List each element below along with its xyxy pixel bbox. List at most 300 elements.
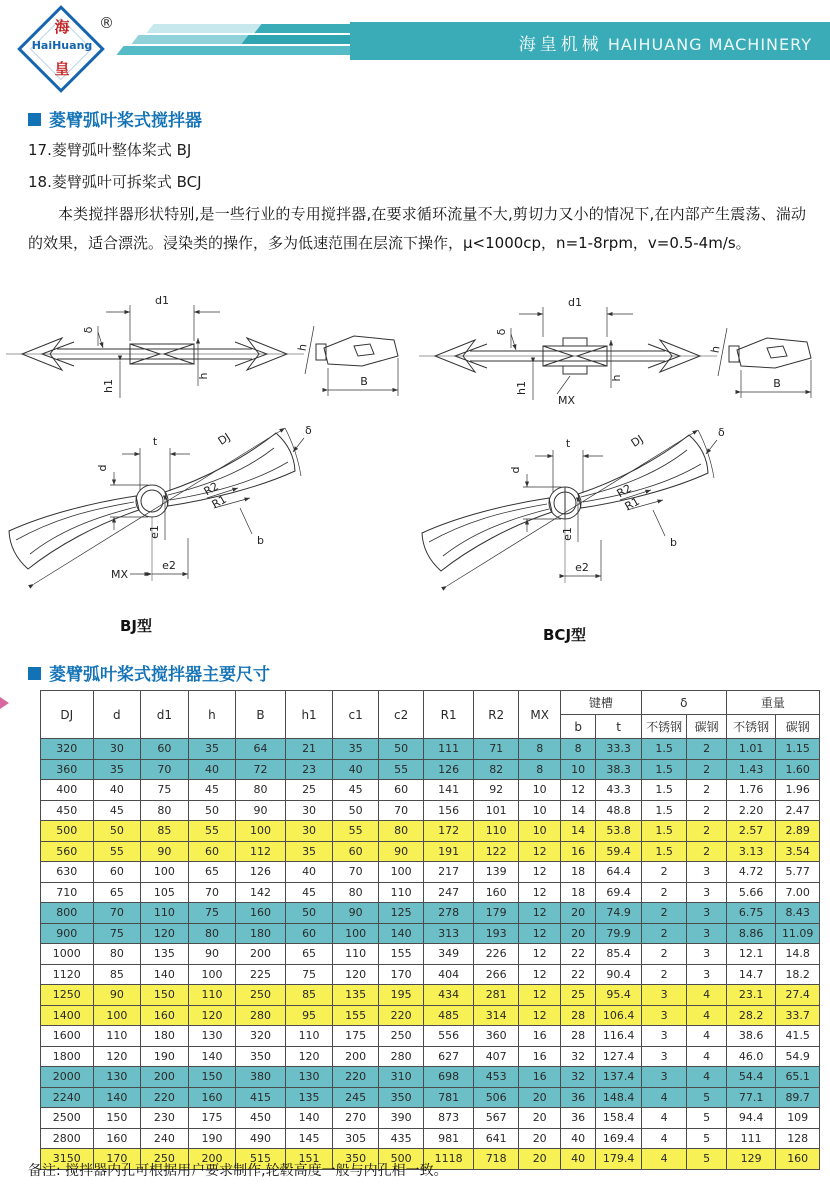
- table-cell: 630: [41, 862, 94, 883]
- margin-arrow-icon: [0, 697, 9, 709]
- table-cell: 220: [378, 1005, 424, 1026]
- table-cell: 50: [285, 903, 333, 924]
- table-cell: 160: [776, 1149, 820, 1170]
- table-cell: 16: [519, 1046, 560, 1067]
- table-cell: 1000: [41, 944, 94, 965]
- dim-label-d1: d1: [155, 294, 169, 307]
- table-cell: 140: [378, 923, 424, 944]
- table-cell: 200: [333, 1046, 379, 1067]
- table-cell: 11.09: [776, 923, 820, 944]
- table-cell: 43.3: [596, 780, 642, 801]
- col-header-delta-stainless: 不锈钢: [641, 715, 687, 739]
- table-cell: 4.72: [726, 862, 776, 883]
- table-cell: 45: [188, 780, 236, 801]
- table-cell: 36: [560, 1087, 595, 1108]
- table-cell: 506: [473, 1087, 519, 1108]
- table-row: [41, 739, 820, 760]
- table-row: [41, 780, 820, 801]
- title-square-icon: [28, 113, 41, 126]
- table-cell: 90: [236, 800, 286, 821]
- table-cell: 250: [141, 1149, 189, 1170]
- table-cell: 240: [141, 1128, 189, 1149]
- table-cell: 90: [333, 903, 379, 924]
- table-cell: 128: [776, 1128, 820, 1149]
- table-cell: 110: [285, 1026, 333, 1047]
- table-cell: 8: [519, 759, 560, 780]
- table-cell: 40: [188, 759, 236, 780]
- table-cell: 160: [473, 882, 519, 903]
- table-cell: 45: [333, 780, 379, 801]
- table-cell: 141: [424, 780, 474, 801]
- table-cell: 179: [473, 903, 519, 924]
- table-cell: 16: [519, 1067, 560, 1088]
- table-cell: 155: [333, 1005, 379, 1026]
- table-cell: 2: [687, 821, 726, 842]
- table-cell: 50: [333, 800, 379, 821]
- col-group-keyway: 键槽: [560, 691, 641, 715]
- table-cell: 35: [285, 841, 333, 862]
- table-cell: 101: [473, 800, 519, 821]
- dim-label-R2: R2: [614, 481, 634, 501]
- table-cell: 2.57: [726, 821, 776, 842]
- table-row: [41, 985, 820, 1006]
- table-cell: 30: [285, 800, 333, 821]
- table-cell: 20: [519, 1128, 560, 1149]
- table-cell: 407: [473, 1046, 519, 1067]
- table-cell: 35: [333, 739, 379, 760]
- table-cell: 5.77: [776, 862, 820, 883]
- table-cell: 3: [687, 964, 726, 985]
- table-cell: 95: [285, 1005, 333, 1026]
- table-cell: 3: [641, 1005, 687, 1026]
- bcj-caption: BCJ型: [543, 626, 587, 644]
- dim-label-d: d: [509, 466, 522, 474]
- col-header-weight-stainless: 不锈钢: [726, 715, 776, 739]
- table-cell: 450: [41, 800, 94, 821]
- company-name-en: HAIHUANG MACHINERY: [607, 35, 812, 54]
- table-cell: 247: [424, 882, 474, 903]
- col-header-t: t: [596, 715, 642, 739]
- dim-label-d1: d1: [568, 296, 582, 309]
- table-cell: 2.89: [776, 821, 820, 842]
- table-row: [41, 821, 820, 842]
- table-cell: 320: [41, 739, 94, 760]
- table-cell: 195: [378, 985, 424, 1006]
- dim-label-e2: e2: [162, 559, 176, 572]
- table-cell: 450: [236, 1108, 286, 1129]
- table-cell: 145: [285, 1128, 333, 1149]
- table-cell: 40: [93, 780, 141, 801]
- table-cell: 28: [560, 1026, 595, 1047]
- col-group-weight: 重量: [726, 691, 819, 715]
- table-cell: 90: [93, 985, 141, 1006]
- table-cell: 64.4: [596, 862, 642, 883]
- table-cell: 2: [687, 739, 726, 760]
- table-cell: 190: [141, 1046, 189, 1067]
- table-cell: 172: [424, 821, 474, 842]
- table-cell: 16: [519, 1026, 560, 1047]
- dim-label-h-end: h: [295, 342, 310, 352]
- table-cell: 404: [424, 964, 474, 985]
- table-cell: 53.8: [596, 821, 642, 842]
- table-cell: 20: [560, 923, 595, 944]
- dim-label-R2: R2: [201, 479, 221, 499]
- table-cell: 160: [236, 903, 286, 924]
- table-cell: 135: [141, 944, 189, 965]
- table-cell: 23.1: [726, 985, 776, 1006]
- table-cell: 900: [41, 923, 94, 944]
- table-cell: 490: [236, 1128, 286, 1149]
- table-cell: 314: [473, 1005, 519, 1026]
- table-cell: 38.6: [726, 1026, 776, 1047]
- dim-label-B: B: [773, 377, 781, 390]
- table-cell: 100: [236, 821, 286, 842]
- table-cell: 12: [519, 862, 560, 883]
- table-cell: 50: [378, 739, 424, 760]
- table-cell: 20: [519, 1149, 560, 1170]
- table-cell: 710: [41, 882, 94, 903]
- table-cell: 70: [93, 903, 141, 924]
- table-cell: 390: [378, 1108, 424, 1129]
- table-cell: 2000: [41, 1067, 94, 1088]
- table-cell: 200: [141, 1067, 189, 1088]
- table-cell: 140: [141, 964, 189, 985]
- table-cell: 80: [188, 923, 236, 944]
- table-cell: 142: [236, 882, 286, 903]
- table-cell: 71: [473, 739, 519, 760]
- table-cell: 16: [560, 841, 595, 862]
- table-cell: 30: [285, 821, 333, 842]
- table-cell: 14.8: [776, 944, 820, 965]
- dim-label-h1: h1: [515, 381, 528, 395]
- table-cell: 120: [285, 1046, 333, 1067]
- table-cell: 350: [333, 1149, 379, 1170]
- table-cell: 1400: [41, 1005, 94, 1026]
- table-cell: 175: [188, 1108, 236, 1129]
- table-cell: 75: [93, 923, 141, 944]
- table-row: [41, 1087, 820, 1108]
- dim-label-MX: MX: [110, 568, 128, 581]
- table-cell: 1.76: [726, 780, 776, 801]
- dim-label-MX-side: MX: [558, 394, 576, 407]
- col-header-b: b: [560, 715, 595, 739]
- table-cell: 180: [141, 1026, 189, 1047]
- company-name-cn: 海皇机械: [518, 35, 603, 55]
- table-cell: 100: [141, 862, 189, 883]
- table-cell: 1.5: [641, 841, 687, 862]
- dim-label-h: h: [610, 374, 623, 382]
- table-cell: 1.5: [641, 759, 687, 780]
- table-cell: 305: [333, 1128, 379, 1149]
- col-header-B: B: [236, 691, 286, 739]
- table-cell: 151: [285, 1149, 333, 1170]
- table-cell: 12: [519, 923, 560, 944]
- table-row: [41, 1005, 820, 1026]
- table-cell: 70: [141, 759, 189, 780]
- table-cell: 12: [519, 944, 560, 965]
- dim-label-e1: e1: [148, 525, 161, 539]
- table-cell: 12: [519, 903, 560, 924]
- table-cell: 82: [473, 759, 519, 780]
- dim-label-d: d: [96, 464, 109, 472]
- table-cell: 150: [141, 985, 189, 1006]
- table-cell: 41.5: [776, 1026, 820, 1047]
- table-cell: 3: [641, 1046, 687, 1067]
- table-cell: 155: [378, 944, 424, 965]
- table-cell: 120: [93, 1046, 141, 1067]
- table-cell: 75: [188, 903, 236, 924]
- table-cell: 2: [641, 964, 687, 985]
- table-cell: 3: [687, 882, 726, 903]
- table-cell: 45: [285, 882, 333, 903]
- table-row: [41, 862, 820, 883]
- table-cell: 4: [687, 1046, 726, 1067]
- dim-label-delta-plan: δ: [718, 426, 725, 439]
- table-cell: 23: [285, 759, 333, 780]
- table-cell: 567: [473, 1108, 519, 1129]
- table-row: [41, 1067, 820, 1088]
- table-cell: 278: [424, 903, 474, 924]
- table-row: [41, 841, 820, 862]
- table-cell: 435: [378, 1128, 424, 1149]
- table-cell: 60: [93, 862, 141, 883]
- table-cell: 89.7: [776, 1087, 820, 1108]
- col-group-delta: δ: [641, 691, 726, 715]
- table-cell: 65: [285, 944, 333, 965]
- table-cell: 55: [378, 759, 424, 780]
- table-cell: 80: [378, 821, 424, 842]
- table-cell: 75: [141, 780, 189, 801]
- table-cell: 75: [285, 964, 333, 985]
- table-cell: 360: [41, 759, 94, 780]
- table-cell: 48.8: [596, 800, 642, 821]
- header-banner: [350, 22, 830, 60]
- table-cell: 1.15: [776, 739, 820, 760]
- table-cell: 85: [93, 964, 141, 985]
- table-cell: 2500: [41, 1108, 94, 1129]
- table-cell: 560: [41, 841, 94, 862]
- table-cell: 3: [687, 923, 726, 944]
- banner-stripe: [116, 46, 373, 55]
- table-cell: 2800: [41, 1128, 94, 1149]
- bj-diagram: [2, 286, 410, 646]
- table-cell: 3: [687, 944, 726, 965]
- table-cell: 120: [333, 964, 379, 985]
- dim-label-delta: δ: [82, 326, 95, 334]
- dim-label-t: t: [565, 437, 571, 450]
- table-cell: 2: [687, 759, 726, 780]
- table-header-row: [41, 691, 820, 715]
- table-cell: 137.4: [596, 1067, 642, 1088]
- table-cell: 111: [726, 1128, 776, 1149]
- table-cell: 170: [378, 964, 424, 985]
- dim-label-B: B: [360, 375, 368, 388]
- table-cell: 28: [560, 1005, 595, 1026]
- table-cell: 12: [519, 985, 560, 1006]
- table-cell: 226: [473, 944, 519, 965]
- table-cell: 12: [519, 964, 560, 985]
- table-cell: 2: [641, 882, 687, 903]
- table-cell: 130: [285, 1067, 333, 1088]
- table-cell: 1250: [41, 985, 94, 1006]
- table-cell: 20: [519, 1108, 560, 1129]
- col-header-h: h: [188, 691, 236, 739]
- col-header-weight-carbon: 碳钢: [776, 715, 820, 739]
- table-cell: 3150: [41, 1149, 94, 1170]
- table-cell: 69.4: [596, 882, 642, 903]
- table-cell: 250: [236, 985, 286, 1006]
- table-cell: 74.9: [596, 903, 642, 924]
- dim-label-t: t: [152, 435, 158, 448]
- table-cell: 111: [424, 739, 474, 760]
- table-cell: 981: [424, 1128, 474, 1149]
- table-cell: 59.4: [596, 841, 642, 862]
- table-cell: 65: [93, 882, 141, 903]
- table-cell: 105: [141, 882, 189, 903]
- table-cell: 126: [236, 862, 286, 883]
- table-cell: 360: [473, 1026, 519, 1047]
- product-item-17: 17.菱臂弧叶整体桨式 BJ: [28, 141, 192, 159]
- table-cell: 125: [378, 903, 424, 924]
- table-cell: 110: [141, 903, 189, 924]
- table-cell: 3.54: [776, 841, 820, 862]
- table-cell: 3: [641, 1067, 687, 1088]
- table-cell: 140: [93, 1087, 141, 1108]
- table-cell: 28.2: [726, 1005, 776, 1026]
- table-cell: 130: [188, 1026, 236, 1047]
- table-cell: 14: [560, 821, 595, 842]
- table-cell: 627: [424, 1046, 474, 1067]
- section-title-product: 菱臂弧叶桨式搅拌器: [28, 106, 202, 131]
- table-cell: 8.43: [776, 903, 820, 924]
- table-cell: 191: [424, 841, 474, 862]
- table-cell: 5: [687, 1087, 726, 1108]
- table-cell: 100: [333, 923, 379, 944]
- col-header-c1: c1: [333, 691, 379, 739]
- table-row: [41, 759, 820, 780]
- table-cell: 100: [93, 1005, 141, 1026]
- table-cell: 270: [333, 1108, 379, 1129]
- table-cell: 65.1: [776, 1067, 820, 1088]
- table-cell: 500: [41, 821, 94, 842]
- table-cell: 4: [641, 1149, 687, 1170]
- table-cell: 200: [188, 1149, 236, 1170]
- table-cell: 3: [641, 1026, 687, 1047]
- table-cell: 139: [473, 862, 519, 883]
- table-cell: 60: [378, 780, 424, 801]
- table-cell: 54.4: [726, 1067, 776, 1088]
- table-cell: 2.20: [726, 800, 776, 821]
- table-cell: 85.4: [596, 944, 642, 965]
- dim-label-e2: e2: [575, 561, 589, 574]
- bj-caption: BJ型: [120, 617, 153, 635]
- dim-label-b: b: [257, 534, 264, 547]
- table-cell: 718: [473, 1149, 519, 1170]
- table-cell: 110: [93, 1026, 141, 1047]
- table-cell: 1.5: [641, 821, 687, 842]
- table-cell: 100: [378, 862, 424, 883]
- table-cell: 250: [378, 1026, 424, 1047]
- col-header-R2: R2: [473, 691, 519, 739]
- table-cell: 150: [93, 1108, 141, 1129]
- table-cell: 350: [378, 1087, 424, 1108]
- table-cell: 20: [519, 1087, 560, 1108]
- table-cell: 4: [641, 1087, 687, 1108]
- table-cell: 10: [519, 780, 560, 801]
- table-cell: 77.1: [726, 1087, 776, 1108]
- table-cell: 8: [519, 739, 560, 760]
- table-cell: 90: [188, 944, 236, 965]
- table-cell: 1.43: [726, 759, 776, 780]
- table-cell: 169.4: [596, 1128, 642, 1149]
- table-cell: 8.86: [726, 923, 776, 944]
- table-cell: 10: [519, 800, 560, 821]
- table-cell: 79.9: [596, 923, 642, 944]
- table-cell: 2: [687, 841, 726, 862]
- table-cell: 515: [236, 1149, 286, 1170]
- table-cell: 873: [424, 1108, 474, 1129]
- table-cell: 70: [188, 882, 236, 903]
- table-cell: 50: [188, 800, 236, 821]
- table-cell: 156: [424, 800, 474, 821]
- table-cell: 116.4: [596, 1026, 642, 1047]
- registered-trademark-icon: ®: [99, 14, 114, 32]
- table-cell: 70: [378, 800, 424, 821]
- table-cell: 14.7: [726, 964, 776, 985]
- table-cell: 12: [519, 882, 560, 903]
- table-cell: 120: [141, 923, 189, 944]
- table-cell: 126: [424, 759, 474, 780]
- table-cell: 4: [687, 1005, 726, 1026]
- table-cell: 72: [236, 759, 286, 780]
- table-cell: 40: [333, 759, 379, 780]
- table-cell: 2: [687, 800, 726, 821]
- table-cell: 22: [560, 964, 595, 985]
- dim-label-D: DJ: [628, 432, 646, 450]
- col-header-DJ: DJ: [41, 691, 94, 739]
- table-cell: 100: [188, 964, 236, 985]
- table-row: [41, 964, 820, 985]
- table-cell: 85: [141, 821, 189, 842]
- table-cell: 7.00: [776, 882, 820, 903]
- table-cell: 4: [641, 1108, 687, 1129]
- table-row: [41, 944, 820, 965]
- table-cell: 25: [560, 985, 595, 1006]
- table-cell: 12.1: [726, 944, 776, 965]
- dim-label-delta: δ: [495, 328, 508, 336]
- table-cell: 5: [687, 1128, 726, 1149]
- table-cell: 45: [93, 800, 141, 821]
- table-cell: 30: [93, 739, 141, 760]
- table-cell: 135: [333, 985, 379, 1006]
- product-item-18: 18.菱臂弧叶可拆桨式 BCJ: [28, 173, 202, 191]
- table-cell: 65: [188, 862, 236, 883]
- table-cell: 1118: [424, 1149, 474, 1170]
- table-cell: 160: [93, 1128, 141, 1149]
- table-row: [41, 882, 820, 903]
- table-cell: 64: [236, 739, 286, 760]
- table-cell: 127.4: [596, 1046, 642, 1067]
- table-cell: 245: [333, 1087, 379, 1108]
- table-row: [41, 1108, 820, 1129]
- table-cell: 12: [519, 841, 560, 862]
- table-cell: 35: [188, 739, 236, 760]
- table-cell: 40: [285, 862, 333, 883]
- table-row: [41, 1026, 820, 1047]
- table-cell: 95.4: [596, 985, 642, 1006]
- table-cell: 320: [236, 1026, 286, 1047]
- table-cell: 18: [560, 882, 595, 903]
